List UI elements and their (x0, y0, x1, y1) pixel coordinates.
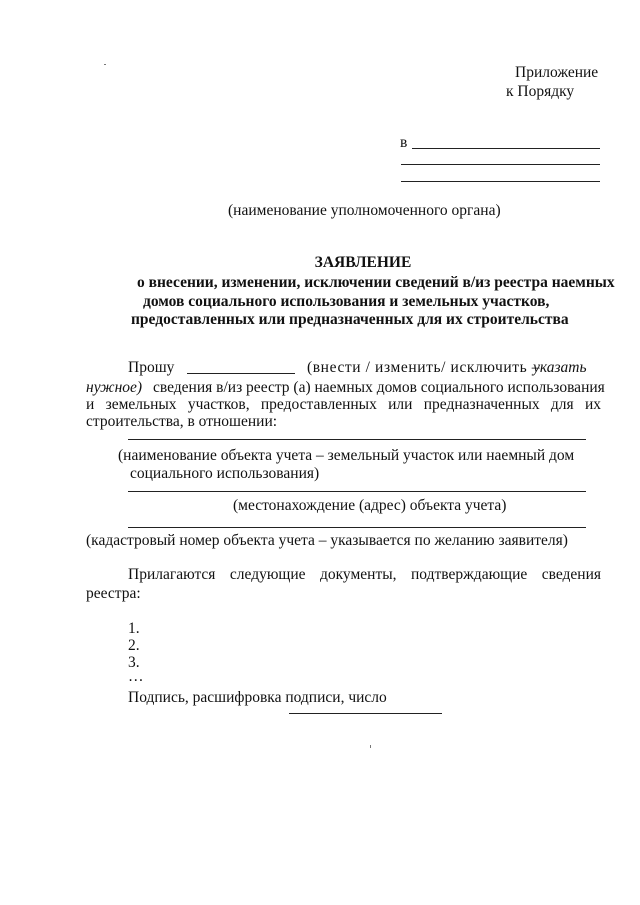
list-item: 2. (128, 637, 140, 654)
request-line-3: и земельных участков, предоставленных или предназначенных для их (86, 396, 601, 413)
attached-line-2: реестра: (86, 585, 141, 602)
recipient-line-1[interactable] (412, 148, 600, 149)
request-line-2: сведения в/из реестр (а) наемных домов социального использования (153, 379, 605, 396)
title-subtitle-1: о внесении, изменении, исключении сведений в/из реестра наемных (137, 274, 615, 291)
scan-dot (104, 64, 106, 65)
signature-line[interactable] (289, 713, 442, 714)
cadastral-caption: (кадастровый номер объекта учета – указывается по желанию заявителя) (86, 532, 568, 549)
title-subtitle-3: предоставленных или предназначенных для их строительства (131, 311, 569, 328)
signature-label: Подпись, расшифровка подписи, число (128, 689, 387, 706)
recipient-prefix: в (400, 134, 408, 151)
list-item: 3. (128, 654, 140, 671)
document-title: ЗАЯВЛЕНИЕ (314, 254, 412, 271)
object-name-caption-2: социального использования) (130, 465, 320, 482)
object-name-caption-1: (наименование объекта учета – земельный участок или наемный дом (118, 447, 575, 464)
cadastral-line[interactable] (128, 527, 586, 528)
recipient-line-2[interactable] (401, 164, 600, 165)
request-word: Прошу (128, 359, 175, 376)
list-item: 1. (128, 620, 140, 637)
list-item: … (128, 668, 144, 685)
scan-dot (370, 745, 371, 748)
request-line-4: строительства, в отношении: (86, 413, 278, 430)
location-line[interactable] (128, 491, 586, 492)
request-blank[interactable] (187, 373, 295, 374)
request-italic-1: указать (533, 359, 587, 376)
object-name-line[interactable] (128, 439, 586, 440)
request-italic-2: нужное) (86, 379, 143, 396)
title-subtitle-2: домов социального использования и земельных участков, (143, 293, 550, 310)
appendix-line-1: Приложение (515, 64, 599, 81)
recipient-caption: (наименование уполномоченного органа) (228, 202, 501, 219)
request-options: (внести / изменить/ исключить – (307, 359, 541, 376)
appendix-line-2: к Порядку (506, 83, 575, 100)
recipient-line-3[interactable] (401, 181, 600, 182)
attached-line-1: Прилагаются следующие документы, подтверждающие сведения (128, 566, 601, 583)
location-caption: (местонахождение (адрес) объекта учета) (233, 497, 507, 514)
